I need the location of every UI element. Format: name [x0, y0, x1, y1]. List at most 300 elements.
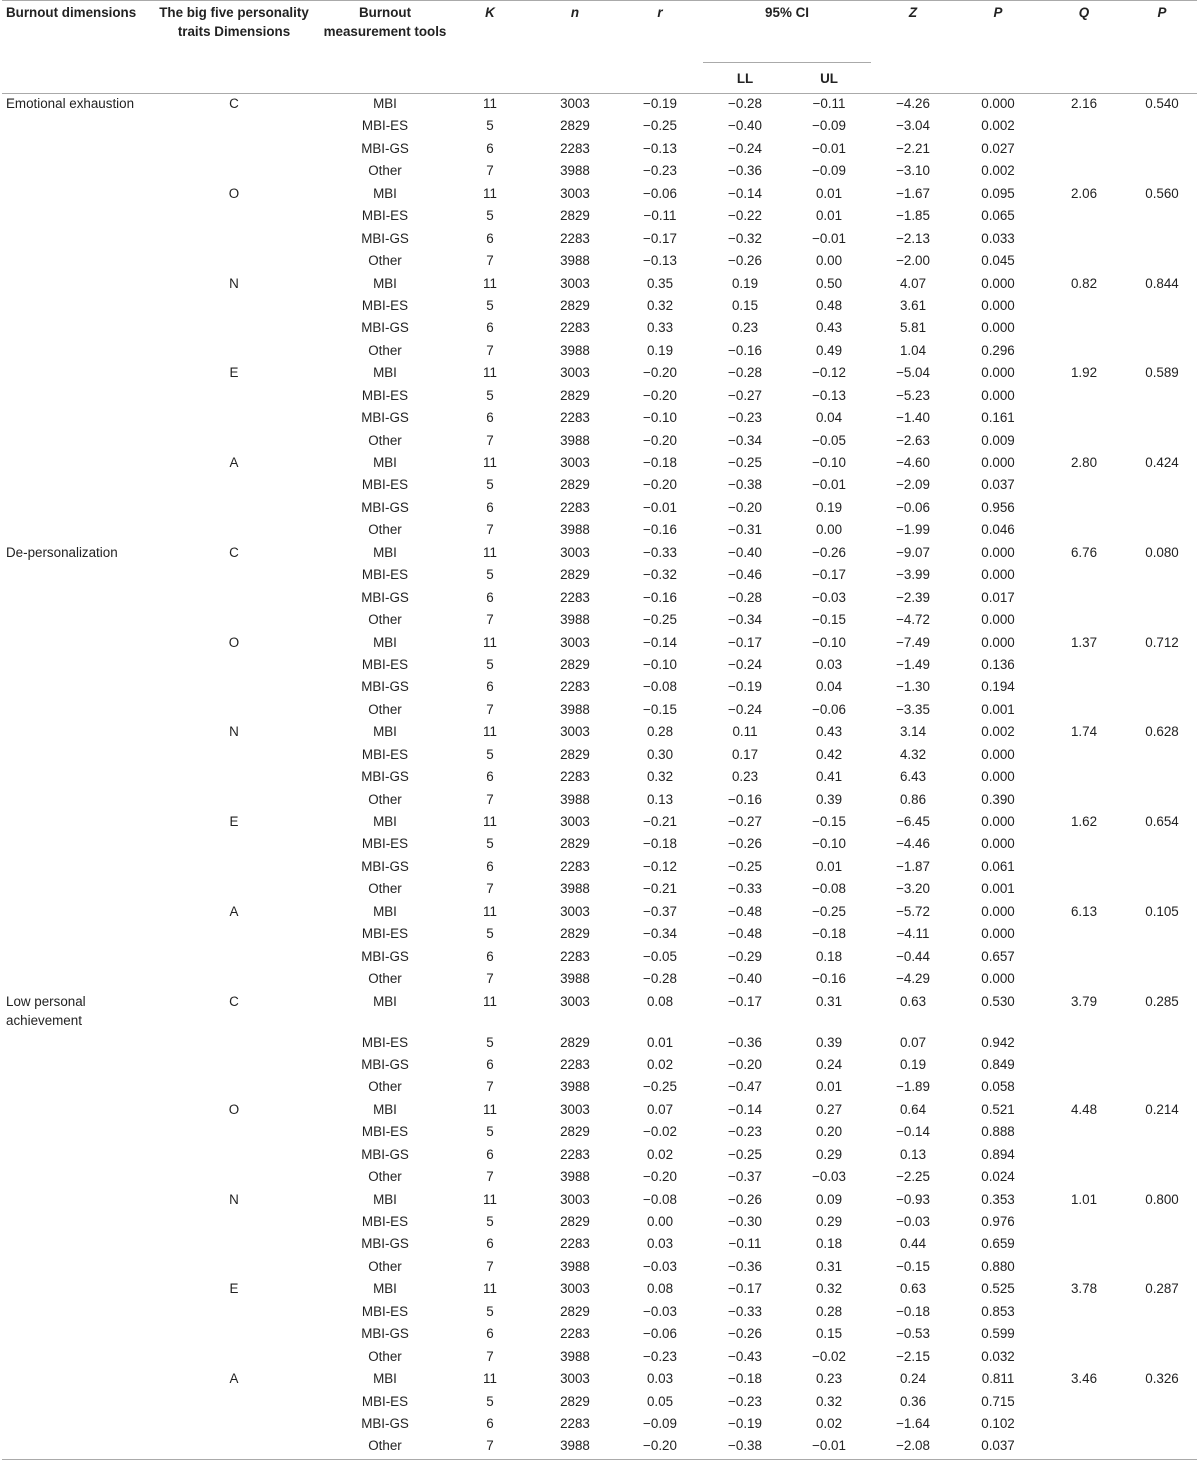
cell-trait	[145, 1167, 323, 1189]
cell-r: −0.17	[643, 230, 677, 246]
cell-z: 4.32	[899, 746, 927, 762]
cell-k: 7	[486, 701, 494, 717]
cell-k: 6	[486, 320, 494, 336]
cell-n: 2829	[560, 1214, 590, 1229]
cell-burnout-dimension	[2, 274, 145, 296]
cell-p: 0.046	[981, 522, 1015, 538]
cell-k: 7	[486, 163, 494, 179]
cell-z: −6.45	[896, 814, 930, 829]
cell-p-heterogeneity	[1127, 879, 1197, 901]
cell-burnout-dimension	[2, 475, 145, 497]
cell-p: 0.000	[981, 455, 1015, 470]
table-row	[2, 498, 1197, 520]
cell-n: 2283	[560, 948, 590, 964]
cell-n: 2829	[560, 1034, 590, 1050]
cell-tool: Other	[368, 342, 402, 358]
cell-n: 2829	[560, 477, 590, 493]
cell-p: 0.009	[981, 432, 1015, 448]
cell-tool: MBI-ES	[361, 836, 409, 852]
cell-trait	[145, 1122, 323, 1144]
cell-p-heterogeneity	[1127, 1122, 1197, 1144]
cell-n: 3988	[560, 791, 590, 807]
cell-k: 6	[486, 589, 494, 605]
cell-n: 3003	[560, 275, 590, 291]
cell-r: 0.03	[646, 1236, 674, 1252]
table-row	[2, 1122, 1197, 1144]
cell-burnout-dimension	[2, 1100, 145, 1122]
cell-q	[1041, 498, 1127, 520]
cell-k: 7	[486, 1169, 494, 1185]
cell-p-heterogeneity: 0.800	[1145, 1191, 1179, 1207]
cell-tool: MBI-GS	[361, 140, 409, 156]
cell-q: 1.37	[1070, 634, 1098, 650]
cell-r: −0.06	[643, 185, 677, 201]
cell-ci-ul: −0.26	[812, 544, 846, 560]
cell-p: 0.811	[981, 1371, 1015, 1387]
cell-z: −3.35	[896, 701, 930, 717]
table-row	[2, 1392, 1197, 1414]
cell-trait	[145, 1234, 323, 1256]
cell-p-heterogeneity	[1127, 1257, 1197, 1279]
cell-z: −0.53	[896, 1326, 930, 1342]
cell-p: 0.024	[981, 1169, 1015, 1185]
cell-trait: A	[229, 903, 239, 919]
table-row	[2, 588, 1197, 610]
cell-r: −0.23	[643, 1348, 677, 1364]
cell-ci-ll: −0.23	[728, 1393, 762, 1409]
cell-ci-ll: −0.33	[728, 881, 762, 897]
cell-ci-ll: 0.23	[731, 320, 759, 336]
cell-p: 0.296	[981, 342, 1015, 358]
cell-ci-ll: −0.16	[728, 791, 762, 807]
cell-ci-ll: −0.28	[728, 365, 762, 381]
cell-trait: N	[229, 724, 239, 740]
cell-p-heterogeneity	[1127, 139, 1197, 161]
cell-trait	[145, 1212, 323, 1234]
cell-n: 2829	[560, 656, 590, 672]
cell-n: 2283	[560, 410, 590, 426]
cell-trait	[145, 677, 323, 699]
cell-k: 5	[486, 746, 494, 762]
cell-z: −4.46	[896, 836, 930, 852]
cell-q: 3.78	[1070, 1281, 1098, 1297]
table-row	[2, 610, 1197, 632]
cell-ci-ul: 0.20	[815, 1124, 843, 1140]
cell-z: 0.44	[899, 1236, 927, 1252]
cell-p: 0.045	[981, 253, 1015, 269]
cell-n: 2829	[560, 1124, 590, 1140]
cell-q	[1041, 1167, 1127, 1189]
cell-p: 0.880	[981, 1258, 1015, 1274]
cell-k: 11	[483, 1281, 497, 1297]
cell-ci-ll: 0.19	[731, 275, 759, 291]
cell-k: 5	[486, 477, 494, 493]
cell-n: 2283	[560, 140, 590, 156]
cell-ci-ll: 0.23	[731, 769, 759, 785]
cell-ci-ll: −0.28	[728, 96, 762, 111]
cell-z: 5.81	[899, 320, 927, 336]
cell-ci-ul: −0.10	[812, 634, 846, 650]
cell-trait	[145, 229, 323, 251]
cell-n: 3988	[560, 971, 590, 987]
header-ul: UL	[820, 70, 838, 86]
cell-z: −5.72	[896, 903, 930, 919]
cell-trait	[145, 386, 323, 408]
cell-burnout-dimension	[2, 1257, 145, 1279]
cell-q	[1041, 318, 1127, 340]
cell-q	[1041, 229, 1127, 251]
cell-burnout-dimension	[2, 1369, 145, 1391]
cell-q: 3.79	[1070, 993, 1098, 1009]
cell-p: 0.000	[981, 836, 1015, 852]
cell-k: 6	[486, 1056, 494, 1072]
cell-ci-ll: −0.24	[728, 656, 762, 672]
cell-ci-ul: −0.15	[812, 612, 846, 628]
cell-tool: Other	[368, 701, 402, 717]
cell-k: 7	[486, 971, 494, 987]
cell-k: 7	[486, 342, 494, 358]
cell-r: −0.02	[643, 1124, 677, 1140]
cell-z: −3.99	[896, 567, 930, 583]
table-row	[2, 475, 1197, 497]
cell-q	[1041, 1392, 1127, 1414]
cell-r: −0.03	[643, 1258, 677, 1274]
cell-p: 0.001	[981, 701, 1015, 717]
cell-p-heterogeneity	[1127, 1145, 1197, 1167]
cell-r: 0.02	[646, 1146, 674, 1162]
cell-q	[1041, 745, 1127, 767]
cell-p: 0.521	[981, 1101, 1015, 1117]
cell-n: 3988	[560, 612, 590, 628]
cell-r: −0.20	[643, 1438, 677, 1454]
table-row	[2, 767, 1197, 789]
cell-r: 0.08	[646, 1281, 674, 1297]
table-row	[2, 1055, 1197, 1077]
cell-ci-ul: 0.27	[815, 1101, 843, 1117]
table-row	[2, 1234, 1197, 1256]
cell-ci-ll: −0.46	[728, 567, 762, 583]
cell-n: 2283	[560, 499, 590, 515]
cell-n: 3003	[560, 1281, 590, 1297]
cell-k: 11	[483, 365, 497, 381]
cell-k: 6	[486, 858, 494, 874]
cell-q	[1041, 386, 1127, 408]
cell-ci-ll: −0.23	[728, 1124, 762, 1140]
cell-p-heterogeneity	[1127, 229, 1197, 251]
cell-z: 0.63	[899, 1281, 927, 1297]
cell-r: 0.32	[646, 769, 674, 785]
cell-z: −0.18	[896, 1303, 930, 1319]
table-row	[2, 229, 1197, 251]
cell-q: 1.92	[1070, 365, 1098, 381]
cell-ci-ul: −0.16	[812, 971, 846, 987]
cell-q	[1041, 1122, 1127, 1144]
cell-tool: MBI	[373, 903, 397, 919]
cell-n: 3003	[560, 993, 590, 1009]
cell-tool: MBI-ES	[361, 567, 409, 583]
cell-p: 0.000	[981, 926, 1015, 942]
cell-ci-ll: −0.33	[728, 1303, 762, 1319]
cell-z: −2.13	[896, 230, 930, 246]
cell-k: 5	[486, 208, 494, 224]
cell-ci-ll: −0.36	[728, 1034, 762, 1050]
cell-ci-ul: −0.18	[812, 926, 846, 942]
cell-p-heterogeneity	[1127, 1392, 1197, 1414]
cell-burnout-dimension	[2, 520, 145, 542]
cell-r: −0.11	[643, 208, 677, 224]
cell-burnout-dimension: Low personal achievement	[6, 993, 86, 1028]
cell-r: −0.37	[643, 903, 677, 919]
cell-burnout-dimension: De-personalization	[6, 544, 118, 560]
cell-ci-ll: −0.26	[728, 1326, 762, 1342]
cell-n: 3988	[560, 1438, 590, 1454]
cell-r: −0.01	[643, 499, 677, 515]
table-row	[2, 251, 1197, 273]
cell-q	[1041, 431, 1127, 453]
cell-tool: MBI-ES	[361, 118, 409, 134]
cell-ci-ul: −0.11	[812, 96, 846, 111]
cell-ci-ul: 0.15	[815, 1326, 843, 1342]
cell-k: 6	[486, 499, 494, 515]
header-p-heterogeneity: P	[1157, 5, 1167, 20]
cell-tool: MBI	[373, 1371, 397, 1387]
cell-r: 0.07	[646, 1101, 674, 1117]
cell-burnout-dimension	[2, 812, 145, 834]
cell-q	[1041, 1302, 1127, 1324]
header-burnout-dimensions: Burnout dimensions	[6, 5, 137, 20]
table-row	[2, 655, 1197, 677]
cell-r: 0.30	[646, 746, 674, 762]
cell-trait	[145, 610, 323, 632]
cell-ci-ll: −0.23	[728, 410, 762, 426]
table-row	[2, 139, 1197, 161]
cell-tool: MBI	[373, 275, 397, 291]
cell-k: 11	[483, 814, 497, 829]
cell-k: 6	[486, 1236, 494, 1252]
cell-z: −4.11	[896, 926, 930, 942]
cell-z: −0.15	[896, 1258, 930, 1274]
cell-tool: MBI-GS	[361, 769, 409, 785]
cell-p-heterogeneity: 0.540	[1145, 96, 1179, 111]
cell-p-heterogeneity	[1127, 745, 1197, 767]
cell-ci-ul: 0.29	[815, 1146, 843, 1162]
cell-p: 0.061	[981, 858, 1015, 874]
cell-tool: MBI-ES	[361, 387, 409, 403]
header-n: n	[570, 5, 580, 20]
cell-burnout-dimension	[2, 834, 145, 856]
cell-k: 6	[486, 769, 494, 785]
cell-ci-ll: −0.38	[728, 1438, 762, 1454]
cell-p-heterogeneity	[1127, 161, 1197, 183]
cell-z: 4.07	[899, 275, 927, 291]
cell-p-heterogeneity	[1127, 1414, 1197, 1436]
cell-p-heterogeneity	[1127, 1324, 1197, 1346]
cell-ci-ll: −0.34	[728, 612, 762, 628]
cell-p-heterogeneity	[1127, 565, 1197, 587]
cell-p-heterogeneity	[1127, 1077, 1197, 1099]
cell-ci-ul: 0.31	[815, 993, 843, 1009]
cell-p: 0.058	[981, 1079, 1015, 1095]
cell-k: 6	[486, 679, 494, 695]
cell-q	[1041, 790, 1127, 812]
cell-ci-ll: 0.11	[732, 724, 758, 740]
cell-k: 5	[486, 297, 494, 313]
cell-ci-ll: −0.26	[728, 836, 762, 852]
cell-q	[1041, 1033, 1127, 1055]
cell-k: 11	[483, 634, 497, 650]
cell-p: 0.894	[981, 1146, 1015, 1162]
cell-p: 0.095	[981, 185, 1015, 201]
cell-p: 0.715	[981, 1393, 1015, 1409]
cell-n: 3988	[560, 1169, 590, 1185]
cell-r: 0.19	[646, 342, 674, 358]
table-row	[2, 1190, 1197, 1212]
cell-ci-ul: −0.01	[812, 140, 846, 156]
cell-tool: MBI-GS	[361, 320, 409, 336]
cell-tool: MBI	[373, 1281, 397, 1297]
cell-burnout-dimension	[2, 386, 145, 408]
cell-n: 3988	[560, 432, 590, 448]
cell-q	[1041, 1145, 1127, 1167]
cell-q	[1041, 206, 1127, 228]
cell-burnout-dimension	[2, 1055, 145, 1077]
cell-r: 0.35	[646, 275, 674, 291]
cell-burnout-dimension	[2, 588, 145, 610]
table-row	[2, 902, 1197, 924]
cell-r: −0.20	[643, 365, 677, 381]
cell-ci-ul: 0.48	[815, 297, 843, 313]
table-row	[2, 924, 1197, 946]
cell-n: 3003	[560, 1101, 590, 1117]
cell-tool: MBI	[373, 1191, 397, 1207]
table-row	[2, 1257, 1197, 1279]
cell-trait: A	[229, 1371, 239, 1387]
cell-n: 2283	[560, 230, 590, 246]
cell-tool: MBI-GS	[361, 858, 409, 874]
cell-r: −0.20	[643, 477, 677, 493]
cell-burnout-dimension	[2, 565, 145, 587]
cell-trait	[145, 879, 323, 901]
cell-trait	[145, 161, 323, 183]
cell-n: 2283	[560, 679, 590, 695]
cell-p-heterogeneity	[1127, 700, 1197, 722]
cell-burnout-dimension	[2, 947, 145, 969]
cell-tool: MBI	[373, 96, 397, 111]
cell-n: 2283	[560, 589, 590, 605]
cell-k: 5	[486, 926, 494, 942]
cell-ci-ul: −0.25	[812, 903, 846, 919]
cell-q	[1041, 834, 1127, 856]
cell-k: 5	[486, 1214, 494, 1229]
table-row	[2, 834, 1197, 856]
cell-trait	[145, 767, 323, 789]
cell-p-heterogeneity	[1127, 969, 1197, 991]
cell-z: −2.25	[896, 1169, 930, 1185]
cell-z: −5.23	[896, 387, 930, 403]
cell-p-heterogeneity	[1127, 1212, 1197, 1234]
cell-ci-ul: 0.24	[815, 1056, 843, 1072]
cell-trait	[145, 1077, 323, 1099]
cell-ci-ul: −0.03	[812, 589, 846, 605]
cell-k: 5	[486, 1034, 494, 1050]
cell-n: 2829	[560, 836, 590, 852]
cell-ci-ll: −0.36	[728, 163, 762, 179]
cell-ci-ul: −0.01	[812, 230, 846, 246]
cell-p: 0.027	[981, 140, 1015, 156]
cell-ci-ul: 0.41	[815, 769, 843, 785]
cell-burnout-dimension	[2, 722, 145, 744]
cell-ci-ul: 0.02	[815, 1415, 843, 1431]
cell-k: 11	[483, 1101, 497, 1117]
cell-r: −0.10	[643, 410, 677, 426]
cell-burnout-dimension	[2, 879, 145, 901]
cell-r: −0.16	[643, 522, 677, 538]
cell-ci-ul: 0.28	[815, 1303, 843, 1319]
cell-tool: MBI-ES	[361, 1393, 409, 1409]
cell-ci-ul: 0.00	[815, 522, 843, 538]
cell-p-heterogeneity	[1127, 677, 1197, 699]
table-row	[2, 790, 1197, 812]
cell-burnout-dimension	[2, 161, 145, 183]
cell-burnout-dimension	[2, 677, 145, 699]
cell-z: −2.39	[896, 589, 930, 605]
table-row	[2, 1167, 1197, 1189]
cell-tool: MBI-ES	[361, 477, 409, 493]
cell-p-heterogeneity: 0.654	[1145, 814, 1179, 829]
cell-k: 11	[483, 275, 497, 291]
cell-n: 3988	[560, 163, 590, 179]
cell-q	[1041, 475, 1127, 497]
cell-k: 11	[483, 1191, 497, 1207]
table-row	[2, 633, 1197, 655]
cell-ci-ll: −0.30	[728, 1214, 762, 1229]
cell-p-heterogeneity	[1127, 475, 1197, 497]
cell-trait	[145, 116, 323, 138]
cell-p-heterogeneity	[1127, 498, 1197, 520]
cell-k: 11	[483, 185, 497, 201]
cell-p: 0.956	[981, 499, 1015, 515]
cell-ci-ul: −0.12	[812, 365, 846, 381]
cell-ci-ul: −0.09	[812, 163, 846, 179]
cell-ci-ul: 0.23	[815, 1371, 843, 1387]
cell-burnout-dimension	[2, 1212, 145, 1234]
header-traits: The big five personality traits Dimensions	[159, 5, 309, 39]
table-row	[2, 274, 1197, 296]
cell-ci-ll: −0.16	[728, 342, 762, 358]
cell-p-heterogeneity	[1127, 790, 1197, 812]
cell-ci-ll: −0.17	[728, 1281, 762, 1297]
cell-ci-ll: −0.24	[728, 140, 762, 156]
cell-burnout-dimension	[2, 633, 145, 655]
cell-tool: MBI	[373, 993, 397, 1009]
cell-q	[1041, 610, 1127, 632]
cell-n: 2283	[560, 1146, 590, 1162]
cell-n: 2829	[560, 118, 590, 134]
cell-p: 0.000	[981, 387, 1015, 403]
cell-trait	[145, 1145, 323, 1167]
cell-z: −1.30	[896, 679, 930, 695]
cell-z: −9.07	[896, 544, 930, 560]
cell-q	[1041, 161, 1127, 183]
cell-z: −1.40	[896, 410, 930, 426]
table-row	[2, 94, 1197, 117]
cell-n: 3988	[560, 881, 590, 897]
cell-r: −0.25	[643, 612, 677, 628]
cell-z: −4.72	[896, 612, 930, 628]
cell-tool: MBI	[373, 724, 397, 740]
cell-ci-ul: −0.06	[812, 701, 846, 717]
cell-p-heterogeneity: 0.424	[1145, 455, 1179, 470]
